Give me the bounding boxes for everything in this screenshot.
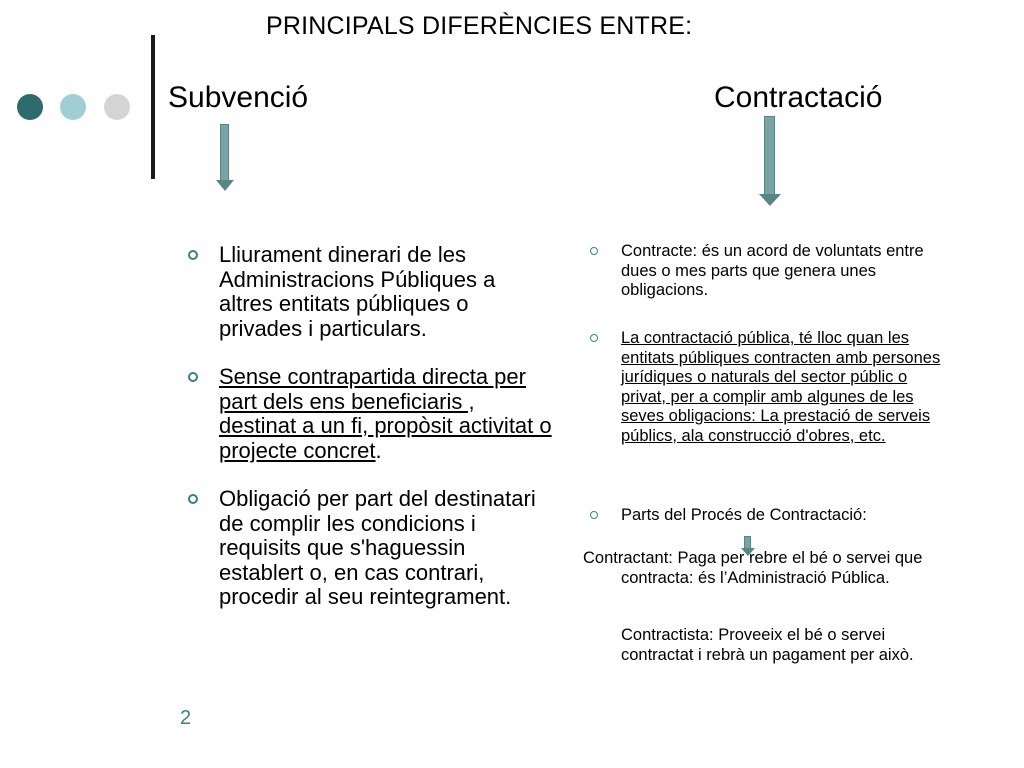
contractacio-list-2 [621,329,951,446]
vertical-divider-bar [151,35,155,179]
list-item [219,243,554,341]
bullet-icon [188,372,198,382]
list-item [621,506,951,526]
contractacio-list [621,242,951,301]
page-number: 2 [180,707,192,729]
list-item [219,487,554,610]
contractant-text: Contractant: Paga per rebre el bé o servei que contracta: és l’Administració Pública. [583,549,923,587]
heading-subvencio: Subvenció [168,81,309,114]
decorative-dot-gray [104,94,130,120]
bullet-icon [188,250,198,260]
slide-title: PRINCIPALS DIFERÈNCIES ENTRE: [266,12,693,40]
bullet-icon [590,247,598,255]
contractacio-item-text-underlined: La contractació pública, té lloc quan les entitats públiques contracten amb persones jurídiques o naturals del sector públic o privat, per a complir amb algunes de les seves obligacions: La prestació de serveis públics, ala construcció d'obres, etc. [621,329,941,445]
heading-contractacio: Contractació [714,81,883,114]
contractacio-item-text: Parts del Procés de Contractació: [621,506,867,524]
down-arrow-icon-left [216,124,234,192]
down-arrow-icon-right [759,116,781,208]
subvencio-item-text-underlined: Sense contrapartida directa per part dels ens beneficiaris , destinat a un fi, propòsit activitat o projecte concret [219,364,552,463]
contractista-text: Contractista: Proveeix el bé o servei contractat i rebrà un pagament per això. [621,626,914,664]
list-item [621,242,951,301]
bullet-icon [188,494,198,504]
subvencio-item-suffix: . [375,437,382,463]
decorative-dot-dark [17,94,43,120]
subvencio-item-text: Lliurament dinerari de les Administracions Públiques a altres entitats públiques o privades i particulars. [219,242,496,341]
list-item [621,329,951,446]
list-item [219,365,554,463]
bullet-icon [590,334,598,342]
contractacio-list-3 [621,506,951,526]
subvencio-item-text: Obligació per part del destinatari de complir les condicions i requisits que s'haguessin establert o, en cas contrari, procedir al seu reintegrament. [219,486,536,609]
contractacio-item-text: Contracte: és un acord de voluntats entre dues o mes parts que genera unes obligacions. [621,242,924,299]
bullet-icon [590,511,598,519]
subvencio-list [219,243,554,634]
decorative-dot-light [60,94,86,120]
